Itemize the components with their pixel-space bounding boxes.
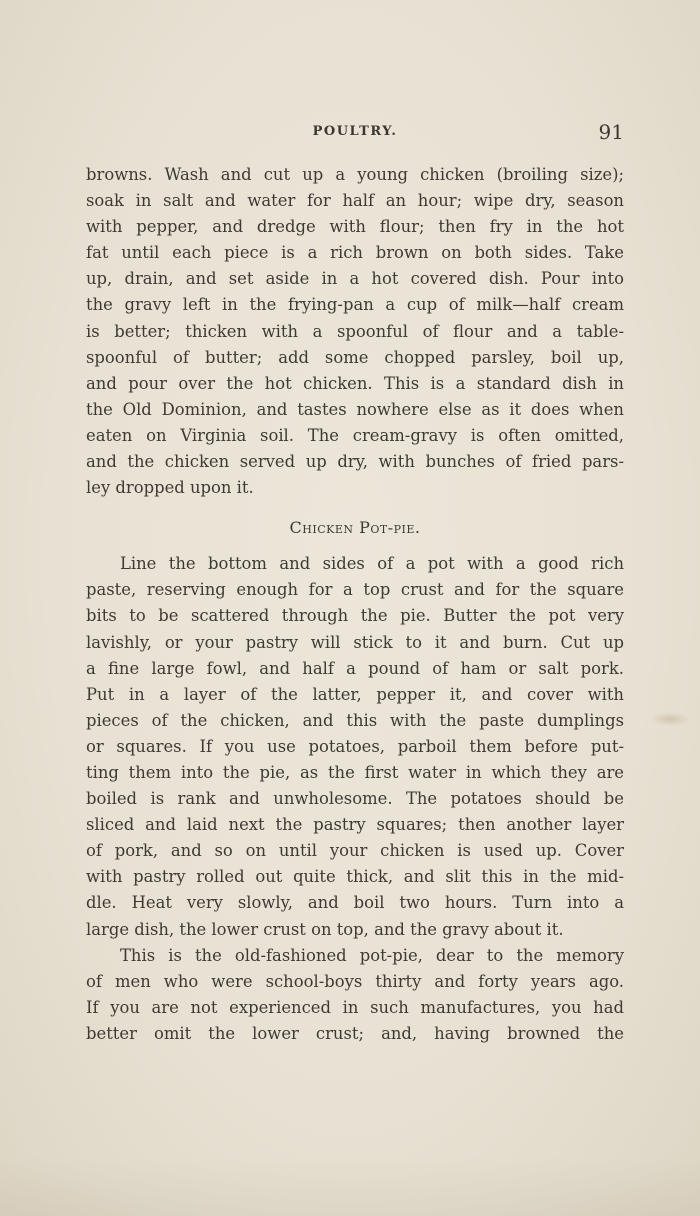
- text-line: or squares. If you use potatoes, parboil them before put-: [86, 736, 624, 756]
- text-line: spoonful of butter; add some chopped parsley, boil up,: [86, 347, 624, 367]
- text-line: and pour over the hot chicken. This is a standard dish in: [86, 373, 624, 393]
- text-line: soak in salt and water for half an hour; wipe dry, season: [86, 191, 624, 211]
- text-line: ting them into the pie, as the first water in which they are: [86, 762, 624, 782]
- running-head: [86, 120, 624, 146]
- text-line: Put in a layer of the latter, pepper it, and cover with: [86, 684, 624, 704]
- text-line: better omit the lower crust; and, having browned the: [86, 1023, 624, 1043]
- text-line: and the chicken served up dry, with bunches of fried pars-: [86, 452, 624, 472]
- text-line: fat until each piece is a rich brown on both sides. Take: [86, 243, 624, 263]
- text-line: paste, reserving enough for a top crust and for the square: [86, 580, 624, 600]
- text-line: This is the old-fashioned pot-pie, dear to the memory: [120, 945, 624, 965]
- text-line: If you are not experienced in such manufactures, you had: [86, 997, 624, 1017]
- text-line: lavishly, or your pastry will stick to it and burn. Cut up: [86, 632, 624, 652]
- paragraph-fried-chicken: [86, 162, 624, 501]
- text-line: sliced and laid next the pastry squares; then another layer: [86, 815, 624, 835]
- text-line: browns. Wash and cut up a young chicken (broiling size);: [86, 165, 624, 184]
- page-number: 91: [598, 120, 624, 144]
- paragraph-pot-pie-notes: [86, 943, 624, 1047]
- text-line: of men who were school-boys thirty and forty years ago.: [86, 971, 624, 991]
- paper-stain: [650, 712, 690, 726]
- text-line: Line the bottom and sides of a pot with a good rich: [120, 554, 624, 574]
- text-line: with pepper, and dredge with flour; then fry in the hot: [86, 217, 624, 237]
- text-line: dle. Heat very slowly, and boil two hours. Turn into a: [86, 893, 624, 913]
- text-line: pieces of the chicken, and this with the paste dumplings: [86, 710, 624, 730]
- text-line: the Old Dominion, and tastes nowhere else as it does when: [86, 399, 624, 419]
- text-line: is better; thicken with a spoonful of flour and a table-: [86, 321, 624, 341]
- text-line: up, drain, and set aside in a hot covered dish. Pour into: [86, 269, 624, 289]
- text-line: large dish, the lower crust on top, and the gravy about it.: [86, 919, 564, 939]
- text-line: ley dropped upon it.: [86, 478, 254, 498]
- text-line: of pork, and so on until your chicken is used up. Cover: [86, 841, 624, 861]
- paragraph-pot-pie-recipe: [86, 551, 624, 942]
- text-line: with pastry rolled out quite thick, and slit this in the mid-: [86, 867, 624, 887]
- text-line: eaten on Virginia soil. The cream-gravy is often omitted,: [86, 425, 624, 445]
- text-line: a fine large fowl, and half a pound of ham or salt pork.: [86, 658, 624, 678]
- text-line: boiled is rank and unwholesome. The potatoes should be: [86, 789, 624, 809]
- text-line: bits to be scattered through the pie. Butter the pot very: [86, 606, 624, 626]
- section-title: Chicken Pot-pie.: [289, 518, 421, 538]
- text-line: the gravy left in the frying-pan a cup of milk—half cream: [86, 295, 624, 315]
- running-title: POULTRY.: [312, 124, 398, 139]
- body-text: [86, 162, 624, 1047]
